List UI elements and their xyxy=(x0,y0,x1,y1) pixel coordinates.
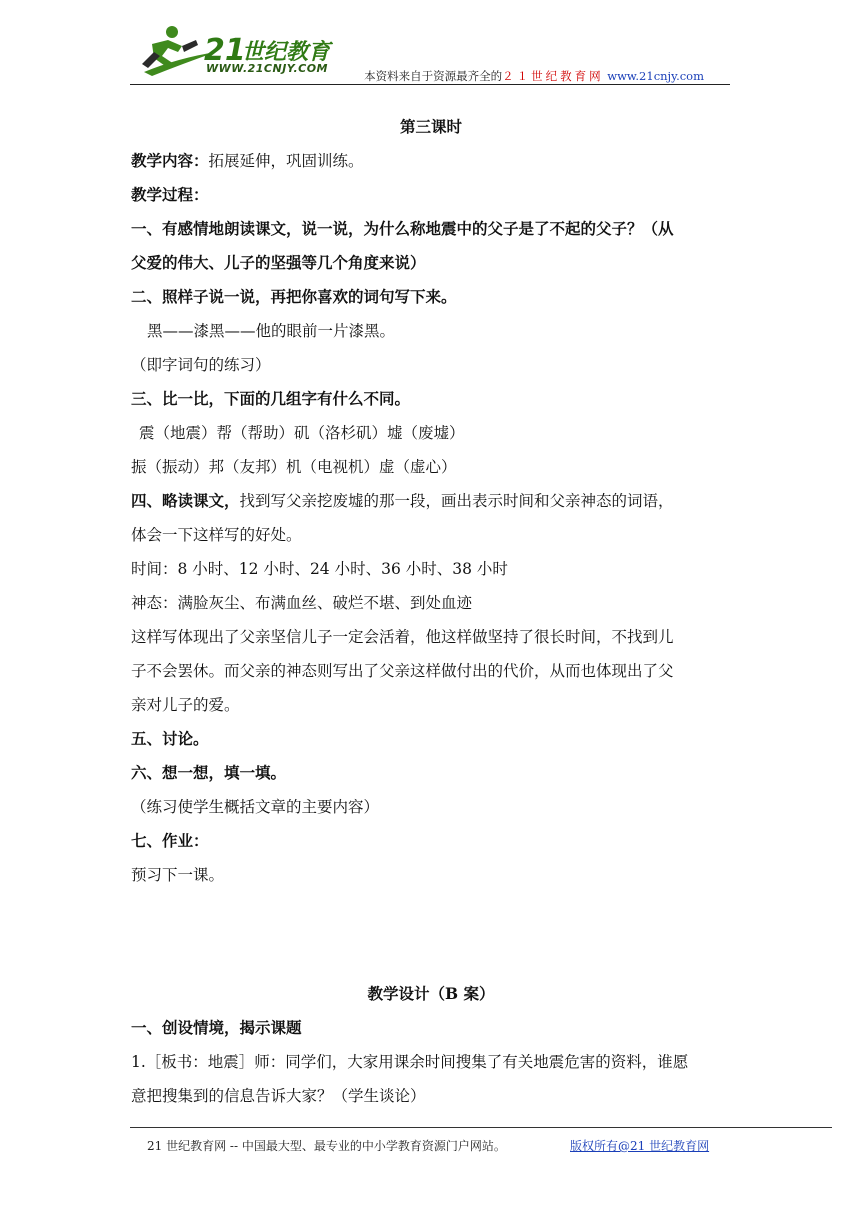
logo-url-text: WWW.21CNJY.COM xyxy=(206,62,328,75)
time-line: 时间：8 小时、12 小时、24 小时、36 小时、38 小时 xyxy=(131,560,508,578)
spacer xyxy=(131,892,731,977)
paragraph-line-2: 子不会罢休。而父亲的神态则写出了父亲这样做付出的代价，从而也体现出了父 xyxy=(131,662,674,680)
section-6-note: （练习使学生概括文章的主要内容） xyxy=(131,798,380,816)
header-prefix: 本资料来自于资源最齐全的 xyxy=(364,69,503,83)
section-4-text: 找到写父亲挖废墟的那一段，画出表示时间和父亲神态的词语， xyxy=(239,492,674,510)
section-3-row-2: 振（振动）邦（友邦）机（电视机）虚（虚心） xyxy=(131,458,457,476)
section-3-row-1: 震（地震）帮（帮助）矶（洛杉矶）墟（废墟） xyxy=(139,424,465,442)
header-tagline xyxy=(364,68,704,84)
footer-divider xyxy=(130,1127,832,1128)
section-7-heading: 七、作业： xyxy=(131,831,209,850)
page-header xyxy=(130,22,730,85)
section-4-line-2: 体会一下这样写的好处。 xyxy=(131,526,302,544)
footer-text: 21 世纪教育网 -- 中国最大型、最专业的中小学教育资源门户网站。 xyxy=(147,1139,506,1153)
svg-text:21: 21 xyxy=(204,33,246,68)
plan-b-section-1-heading: 一、创设情境，揭示课题 xyxy=(131,1018,302,1037)
section-2-note: （即字词句的练习） xyxy=(131,356,271,374)
section-1-line-2: 父爱的伟大、儿子的坚强等几个角度来说） xyxy=(131,253,426,272)
plan-b-line-2: 意把搜集到的信息告诉大家？（学生谈论） xyxy=(131,1087,426,1105)
lesson-title: 第三课时 xyxy=(399,117,462,136)
section-7-text: 预习下一课。 xyxy=(131,866,225,884)
section-4-heading: 四、略读课文， xyxy=(131,491,240,510)
document-body xyxy=(131,110,731,1113)
mood-line: 神态：满脸灰尘、布满血丝、破烂不堪、到处血迹 xyxy=(131,594,473,612)
teaching-content-label: 教学内容： xyxy=(131,151,209,170)
section-1-line-1: 一、有感情地朗读课文，说一说，为什么称地震中的父子是了不起的父子？（从 xyxy=(131,219,674,238)
section-3-heading: 三、比一比，下面的几组字有什么不同。 xyxy=(131,389,411,408)
teaching-content-text: 拓展延伸，巩固训练。 xyxy=(208,152,364,170)
section-2-example: 黑——漆黑——他的眼前一片漆黑。 xyxy=(147,322,396,340)
section-6-heading: 六、想一想，填一填。 xyxy=(131,763,287,782)
plan-b-line-1: 1.［板书：地震］师：同学们，大家用课余时间搜集了有关地震危害的资料，谁愿 xyxy=(131,1053,689,1071)
section-5-heading: 五、讨论。 xyxy=(131,729,209,748)
section-2-heading: 二、照样子说一说，再把你喜欢的词句写下来。 xyxy=(131,287,457,306)
site-logo xyxy=(138,22,338,80)
footer-copyright-link[interactable]: 版权所有@21 世纪教育网 xyxy=(570,1139,710,1153)
paragraph-line-1: 这样写体现出了父亲坚信儿子一定会活着，他这样做坚持了很长时间，不找到儿 xyxy=(131,628,674,646)
header-url-link[interactable]: www.21cnjy.com xyxy=(607,69,704,83)
plan-b-title: 教学设计（B 案） xyxy=(367,984,495,1003)
header-brand: ２１世纪教育网 xyxy=(502,69,604,83)
svg-text:世纪教育: 世纪教育 xyxy=(242,40,331,65)
teaching-content xyxy=(131,144,731,178)
section-4-line-1 xyxy=(131,484,731,518)
teaching-process-label: 教学过程： xyxy=(131,185,209,204)
paragraph-line-3: 亲对儿子的爱。 xyxy=(131,696,240,714)
